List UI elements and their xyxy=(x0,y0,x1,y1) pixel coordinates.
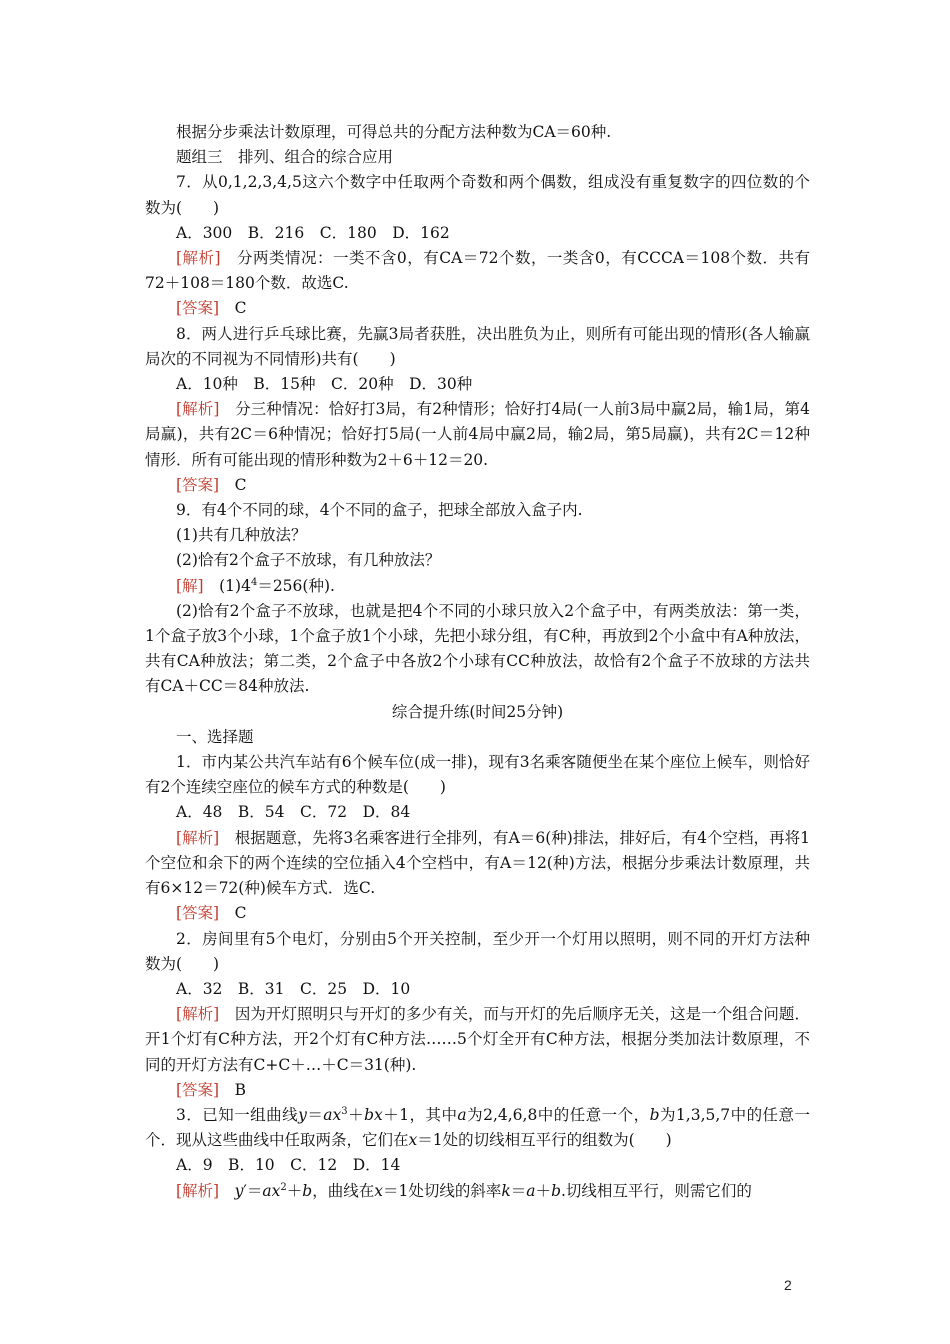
problem-2-options: A．32 B．31 C．25 D．10 xyxy=(176,979,411,998)
problem-3-options: A．9 B．10 C．12 D．14 xyxy=(176,1156,401,1175)
page-number: 2 xyxy=(784,1277,792,1293)
text-run: ＋1，其中 xyxy=(382,1105,458,1124)
exponent: 3 xyxy=(341,1105,348,1117)
math-var: a xyxy=(457,1105,467,1124)
answer-tag: [答案] xyxy=(176,299,220,318)
question-8-options: A．10种 B．15种 C．20种 D．30种 xyxy=(176,375,473,394)
math-var: ax xyxy=(262,1181,281,1200)
analysis-text: 因为开灯照明只与开灯的多少有关，而与开灯的先后顺序无关，这是一个组合问题．开1个灯有C种方法，开2个灯有C种方法……5个灯全开有C种方法，根据分类加法计数原理，不同的开灯方法有C+C＋…＋C＝31(种). xyxy=(145,1005,810,1074)
question-8-analysis xyxy=(145,397,810,473)
section-heading: 题组三 排列、组合的综合应用 xyxy=(176,148,394,167)
text-run: 为1,3,5,7中的任意一个．现从这些曲线中任取两条，它们在 xyxy=(145,1105,810,1150)
question-9-solution xyxy=(145,574,810,599)
question-9-part-2: (2)恰有2个盒子不放球，有几种放法？ xyxy=(176,551,441,570)
text-run: 3．已知一组曲线 xyxy=(176,1105,299,1124)
section-title: 综合提升练(时间25分钟) xyxy=(391,702,564,721)
text-run: ，曲线在 xyxy=(312,1181,375,1200)
text-run: ＋ xyxy=(347,1105,365,1124)
math-var: bx xyxy=(364,1105,383,1124)
question-9: 9．有4个不同的球，4个不同的盒子，把球全部放入盒子内. xyxy=(176,501,583,520)
analysis-tag: [解析] xyxy=(176,249,221,268)
math-var: x xyxy=(374,1181,383,1200)
math-var: y xyxy=(298,1105,307,1124)
math-var: b xyxy=(551,1181,561,1200)
answer-tag: [答案] xyxy=(176,475,220,494)
problem-1-options: A．48 B．54 C．72 D．84 xyxy=(176,803,411,822)
text-line: 根据分步乘法计数原理，可得总共的分配方法种数为CA＝60种. xyxy=(176,123,612,141)
problem-3-analysis xyxy=(145,1179,810,1204)
problem-1-analysis xyxy=(145,826,810,902)
page-content xyxy=(145,120,810,1204)
analysis-tag: [解析] xyxy=(176,1181,220,1200)
question-7-answer xyxy=(145,296,810,321)
answer-text: C xyxy=(219,299,247,318)
math-var: ax xyxy=(323,1105,342,1124)
problem-1-answer xyxy=(145,901,810,926)
math-var: k xyxy=(501,1181,511,1200)
solution-text: (1)4 xyxy=(203,576,251,595)
problem-2: 2．房间里有5个电灯，分别由5个开关控制，至少开一个灯用以照明，则不同的开灯方法种数为( ) xyxy=(145,929,810,973)
answer-text: C xyxy=(219,904,247,923)
analysis-tag: [解析] xyxy=(176,1005,220,1024)
question-7: 7．从0,1,2,3,4,5这六个数字中任取两个奇数和两个偶数，组成没有重复数字的四位数的个数为( ) xyxy=(145,173,810,217)
question-7-analysis xyxy=(145,246,810,296)
answer-text: C xyxy=(219,475,247,494)
text-run: ＝ xyxy=(306,1105,324,1124)
question-8: 8．两人进行乒乓球比赛，先赢3局者获胜，决出胜负为止，则所有可能出现的情形(各人输赢局次的不同视为不同情形)共有( ) xyxy=(145,324,810,368)
text-run: ＝1处切线的斜率 xyxy=(383,1181,502,1200)
math-var: b xyxy=(649,1105,660,1124)
text-run: ＝1处的切线相互平行的组数为( ) xyxy=(417,1131,672,1150)
exponent: 4 xyxy=(250,576,258,588)
analysis-tag: [解析] xyxy=(176,400,220,419)
problem-1: 1．市内某公共汽车站有6个候车位(成一排)，现有3名乘客随便坐在某个座位上候车，则恰好有2个连续空座位的候车方式的种数是( ) xyxy=(145,753,810,797)
text-run: ′＝ xyxy=(243,1181,263,1200)
analysis-tag: [解析] xyxy=(176,828,220,847)
math-var: y xyxy=(234,1181,244,1200)
analysis-text: 根据题意，先将3名乘客进行全排列，有A＝6(种)排法，排好后，有4个空档，再将1个空位和余下的两个连续的空位插入4个空档中，有A＝12(种)方法，根据分步乘法计数原理，共有6×12＝72(种)候车方式．选C. xyxy=(145,828,810,898)
text-run: .切线相互平行，则需它们的 xyxy=(561,1181,752,1200)
text-run: ＋ xyxy=(535,1181,552,1200)
analysis-text: 分三种情况：恰好打3局，有2种情形；恰好打4局(一人前3局中赢2局，输1局，第4局赢)，共有2C＝6种情况；恰好打5局(一人前4局中赢2局，输2局，第5局赢)，共有2C＝12种情形．所有可能出现的情形种数为2＋6＋12＝20. xyxy=(145,400,810,469)
question-8-answer xyxy=(145,473,810,498)
math-var: b xyxy=(302,1181,313,1200)
answer-text: B xyxy=(219,1080,246,1099)
solution-text: ＝256(种). xyxy=(257,576,335,595)
solution-tag: [解] xyxy=(176,576,204,595)
problem-2-answer xyxy=(145,1078,810,1103)
question-7-options: A．300 B．216 C．180 D．162 xyxy=(176,223,450,242)
text-run: 为2,4,6,8中的任意一个， xyxy=(466,1105,650,1124)
question-9-part-1: (1)共有几种放法？ xyxy=(176,526,307,545)
analysis-text: 分两类情况：一类不含0，有CA＝72个数，一类含0，有CCCA＝108个数．共有72＋108＝180个数．故选C. xyxy=(145,249,810,293)
text-run: ＝ xyxy=(510,1181,527,1200)
answer-tag: [答案] xyxy=(176,904,220,923)
text-run xyxy=(219,1182,235,1200)
text-run: ＋ xyxy=(286,1181,303,1200)
exponent: 2 xyxy=(280,1181,287,1193)
math-var: a xyxy=(526,1181,536,1200)
subsection-title: 一、选择题 xyxy=(176,727,254,746)
answer-tag: [答案] xyxy=(176,1080,220,1099)
question-9-solution-2: (2)恰有2个盒子不放球，也就是把4个不同的小球只放入2个盒子中，有两类放法：第一类，1个盒子放3个小球，1个盒子放1个小球，先把小球分组，有C种，再放到2个小盒中有A种放法，共有CA种放法；第二类，2个盒子中各放2个小球有CC种放法，故恰有2个盒子不放球的方法共有CA＋CC＝84种放法. xyxy=(145,601,810,696)
math-var: x xyxy=(408,1131,418,1150)
problem-2-analysis xyxy=(145,1002,810,1078)
problem-3 xyxy=(145,1103,810,1153)
